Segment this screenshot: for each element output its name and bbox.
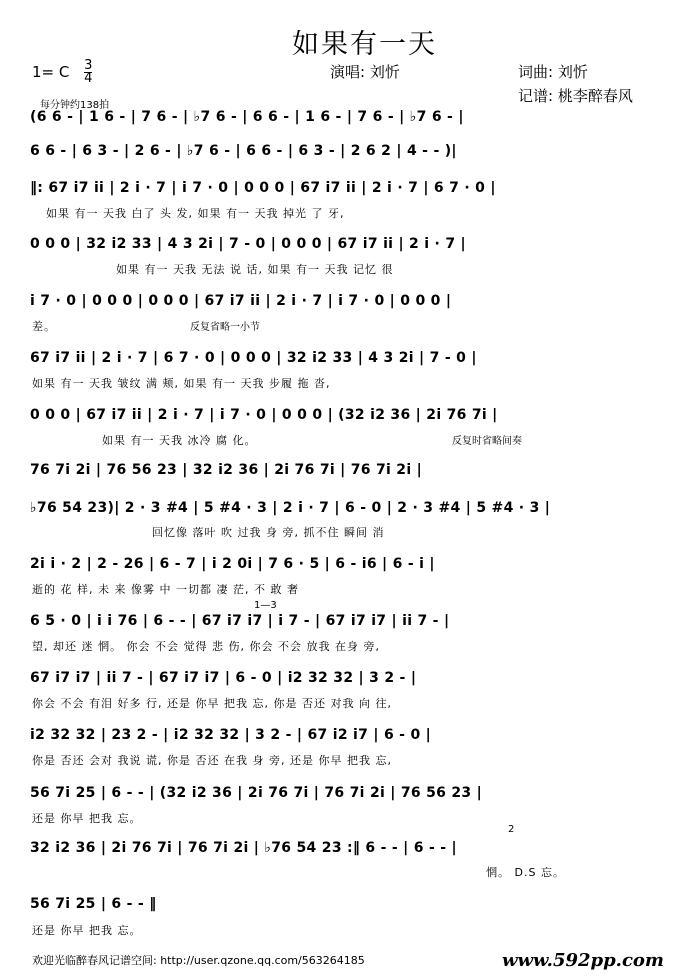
score-line-2: 6 6 - | 6 3 - | 2 6 - | ♭7 6 - | 6 6 - | 6 3 - | 2 6 2 | 4 - - )| xyxy=(30,143,457,159)
lyric-line-16: 还是 你早 把我 忘。 xyxy=(32,924,142,937)
lyric-line-9: 回忆像 落叶 吹 过我 身 旁, 抓不住 瞬间 消 xyxy=(152,526,385,539)
score-line-7: 0 0 0 | 67 i7 ii | 2 i · 7 | i 7 · 0 | 0 0 0 | (32 i2 36 | 2i 76 7i | xyxy=(30,407,498,423)
score-line-4: 0 0 0 | 32 i2 33 | 4 3 2i | 7 - 0 | 0 0 0 | 67 i7 ii | 2 i · 7 | xyxy=(30,236,466,252)
lyric-line-14: 还是 你早 把我 忘。 xyxy=(32,812,142,825)
score-line-5: i 7 · 0 | 0 0 0 | 0 0 0 | 67 i7 ii | 2 i · 7 | i 7 · 0 | 0 0 0 | xyxy=(30,293,452,309)
lyric-line-15: 惘。 D.S 忘。 xyxy=(486,866,565,879)
score-line-16: 56 7i 25 | 6 - - ‖ xyxy=(30,896,157,912)
triplet-mark-1: 1—3 xyxy=(254,600,277,611)
song-title: 如果有一天 xyxy=(292,29,437,60)
score-line-9: ♭76 54 23)| 2 · 3 #4 | 5 #4 · 3 | 2 i · 7 | 6 - 0 | 2 · 3 #4 | 5 #4 · 3 | xyxy=(30,500,551,516)
interlude-note: 反复时省略间奏 xyxy=(452,436,522,447)
time-numerator: 3 xyxy=(84,58,93,73)
score-line-11: 6 5 · 0 | i i 76 | 6 - - | 67 i7 i7 | i 7 - | 67 i7 i7 | ii 7 - | xyxy=(30,613,450,629)
score-line-15: 32 i2 36 | 2i 76 7i | 76 7i 2i | ♭76 54 23 :‖ 6 - - | 6 - - | xyxy=(30,840,457,856)
time-signature xyxy=(84,60,92,85)
composer-credit: 词曲: 刘忻 xyxy=(518,63,588,81)
lyric-line-10: 逝的 花 样, 未 来 像雾 中 一切都 凄 茫, 不 敢 奢 xyxy=(32,583,299,596)
lyric-line-11: 望, 却还 迷 惘。 你会 不会 觉得 悲 伤, 你会 不会 放我 在身 旁, xyxy=(32,640,380,653)
score-line-1: (6 6 - | 1 6 - | 7 6 - | ♭7 6 - | 6 6 - | 1 6 - | 7 6 - | ♭7 6 - | xyxy=(30,109,464,125)
tempo-marking: 每分钟约138拍 xyxy=(40,100,110,111)
key-text: 1= C xyxy=(32,63,70,81)
score-line-10: 2i i · 2 | 2 - 26 | 6 - 7 | i 2 0i | 7 6 · 5 | 6 - i6 | 6 - i | xyxy=(30,556,435,572)
triplet-mark-2: 2 xyxy=(508,824,515,835)
lyric-line-7: 如果 有一 天我 冰冷 腐 化。 xyxy=(102,434,257,447)
score-line-12: 67 i7 i7 | ii 7 - | 67 i7 i7 | 6 - 0 | i2 32 32 | 3 2 - | xyxy=(30,670,417,686)
lyric-line-6: 如果 有一 天我 皱纹 满 颊, 如果 有一 天我 步履 拖 沓, xyxy=(32,377,331,390)
time-denominator: 4 xyxy=(84,71,93,86)
footer-welcome: 欢迎光临醉春风记谱空间: http://user.qzone.qq.com/563264185 xyxy=(32,954,365,967)
score-line-3: ‖: 67 i7 ii | 2 i · 7 | i 7 · 0 | 0 0 0 | 67 i7 ii | 2 i · 7 | 6 7 · 0 | xyxy=(30,180,496,196)
site-watermark: www.592pp.com xyxy=(502,950,664,971)
score-line-13: i2 32 32 | 23 2 - | i2 32 32 | 3 2 - | 67 i2 i7 | 6 - 0 | xyxy=(30,727,432,743)
score-line-6: 67 i7 ii | 2 i · 7 | 6 7 · 0 | 0 0 0 | 32 i2 33 | 4 3 2i | 7 - 0 | xyxy=(30,350,477,366)
singer-credit: 演唱: 刘忻 xyxy=(330,63,400,81)
repeat-note: 反复省略一小节 xyxy=(190,322,260,333)
score-line-8: 76 7i 2i | 76 56 23 | 32 i2 36 | 2i 76 7i | 76 7i 2i | xyxy=(30,462,423,478)
score-line-14: 56 7i 25 | 6 - - | (32 i2 36 | 2i 76 7i | 76 7i 2i | 76 56 23 | xyxy=(30,785,483,801)
key-signature xyxy=(32,60,92,85)
lyric-line-12: 你会 不会 有泪 好多 行, 还是 你早 把我 忘, 你是 否还 对我 向 往, xyxy=(32,697,392,710)
lyric-line-4: 如果 有一 天我 无法 说 话, 如果 有一 天我 记忆 很 xyxy=(116,263,394,276)
lyric-line-5: 差。 xyxy=(32,320,56,333)
lyric-line-3: 如果 有一 天我 白了 头 发, 如果 有一 天我 掉光 了 牙, xyxy=(46,207,345,220)
transcriber-credit: 记谱: 桃李醉春风 xyxy=(518,87,633,105)
lyric-line-13: 你是 否还 会对 我说 谎, 你是 否还 在我 身 旁, 还是 你早 把我 忘, xyxy=(32,754,392,767)
